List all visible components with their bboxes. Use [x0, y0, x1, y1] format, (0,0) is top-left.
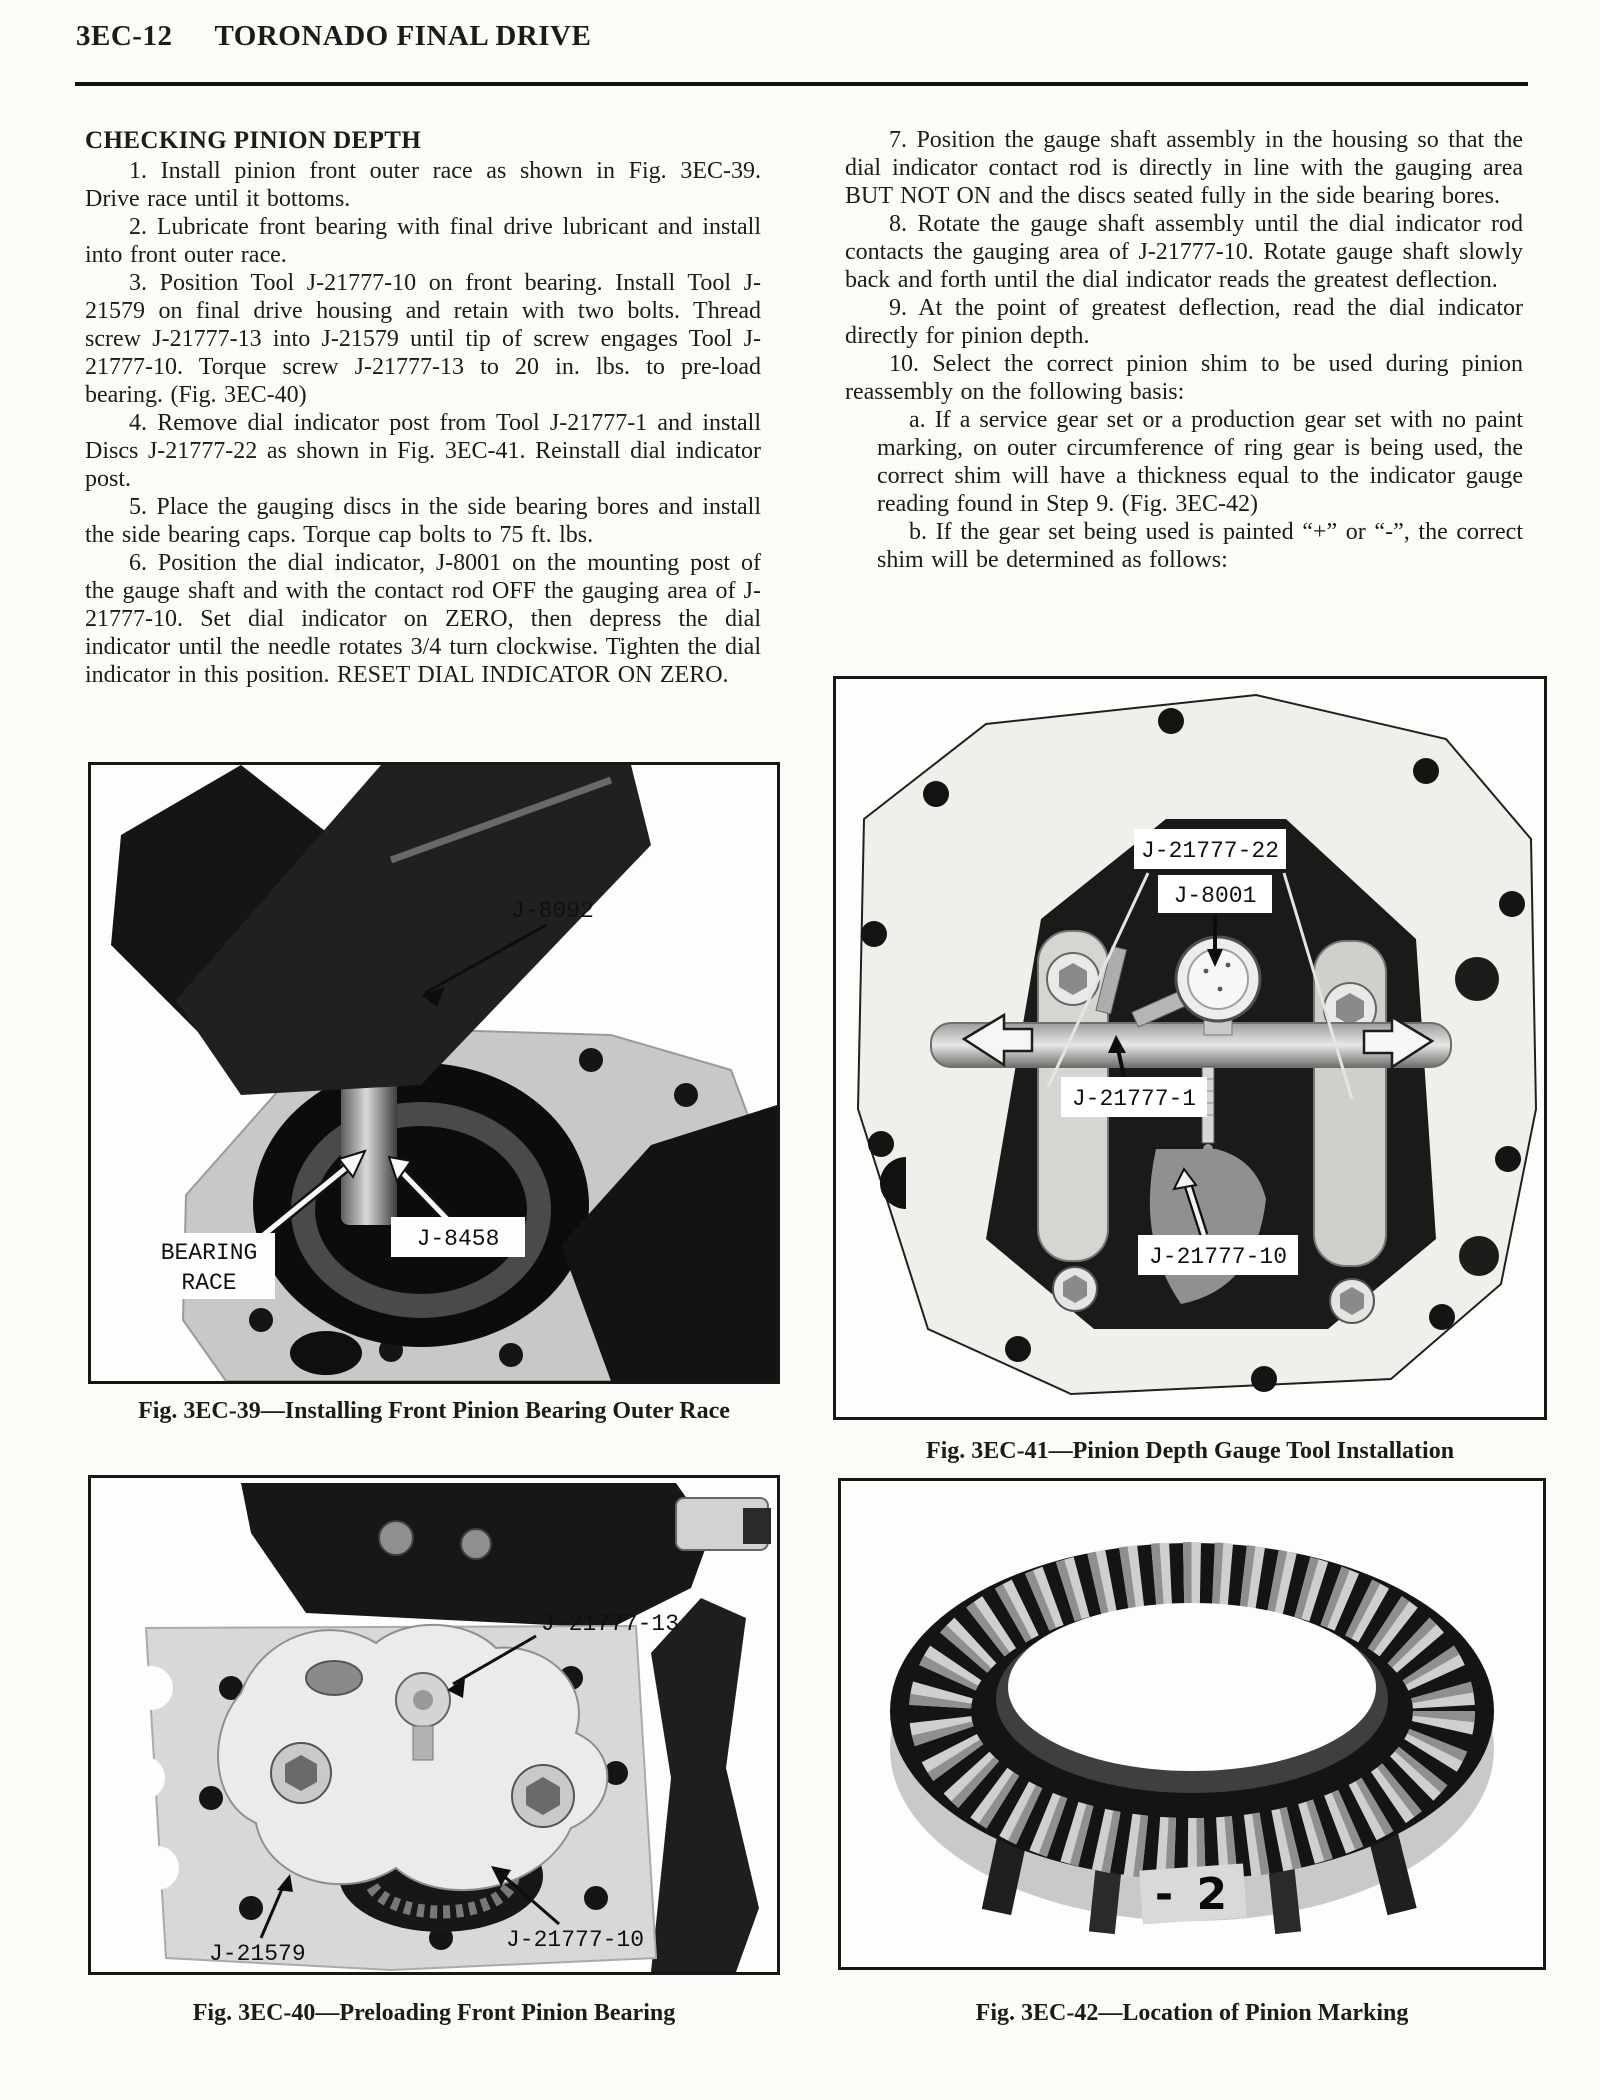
- step-7: 7. Position the gauge shaft assembly in the housing so that the dial indicator contact rod is directly in line with the gauging area BUT NOT ON and the discs seated fully in the side bearing bores.: [845, 127, 1523, 209]
- svg-text:J-8458: J-8458: [416, 1226, 500, 1252]
- svg-text:J-8092: J-8092: [511, 898, 594, 924]
- svg-text:J-21777-1: J-21777-1: [1071, 1086, 1197, 1112]
- right-column: [845, 126, 1523, 574]
- fig40-photo-illustration: [91, 1478, 777, 1972]
- step-9: 9. At the point of greatest deflection, read the dial indicator directly for pinion depth.: [845, 295, 1523, 349]
- fig42-paint-marking: [1139, 1863, 1247, 1924]
- page-title: TORONADO FINAL DRIVE: [214, 20, 592, 52]
- fig41-caption: Fig. 3EC-41—Pinion Depth Gauge Tool Installation: [925, 1438, 1455, 1464]
- step-4: 4. Remove dial indicator post from Tool J-21777-1 and install Discs J-21777-22 as shown in Fig. 3EC-41. Reinstall dial indicator post.: [85, 410, 761, 492]
- svg-text:J-21777-22: J-21777-22: [1140, 838, 1280, 864]
- svg-text:J-21777-13: J-21777-13: [541, 1611, 680, 1637]
- step-8: 8. Rotate the gauge shaft assembly until the dial indicator rod contacts the gauging area of J-21777-10. Rotate gauge shaft slowly back and forth until the dial indicator reads the greatest deflection.: [845, 211, 1523, 293]
- svg-text:J-21777-10: J-21777-10: [1148, 1244, 1288, 1270]
- step-10: 10. Select the correct pinion shim to be used during pinion reassembly on the following basis:: [845, 351, 1523, 405]
- page-number: 3EC-12: [76, 20, 173, 52]
- fig40-top-housing: [241, 1483, 771, 1628]
- substep-a: a. If a service gear set or a production gear set with no paint marking, on outer circumference of ring gear is being used, the correct shim will have a thickness equal to the indicator gauge reading found in Step 9. (Fig. 3EC-42): [877, 407, 1523, 517]
- svg-text:- 2: - 2: [1154, 1869, 1232, 1920]
- fig41-gauging-disc-left: [1038, 931, 1108, 1311]
- fig42-photo-illustration: [841, 1481, 1543, 1967]
- step-1: 1. Install pinion front outer race as shown in Fig. 3EC-39. Drive race until it bottoms.: [85, 158, 761, 212]
- left-column: [85, 126, 761, 689]
- step-3: 3. Position Tool J-21777-10 on front bearing. Install Tool J-21579 on final drive housing and retain with two bolts. Thread screw J-21777-13 into J-21579 until tip of screw engages Tool J-21777-10. Torque screw J-21777-13 to 20 in. lbs. to pre-load bearing. (Fig. 3EC-40): [85, 270, 761, 408]
- fig39-photo-illustration: [91, 765, 777, 1381]
- figure-3ec-39: [88, 762, 780, 1384]
- fig40-preload-tool: [218, 1625, 607, 1890]
- fig40-side-gasket: [651, 1598, 759, 1972]
- step-6: 6. Position the dial indicator, J-8001 on the mounting post of the gauge shaft and with the contact rod OFF the gauging area of J-21777-10. Set dial indicator on ZERO, then depress the dial indicator until the needle rotates 3/4 turn clockwise. Tighten the dial indicator in this position. RESET DIAL INDICATOR ON ZERO.: [85, 550, 761, 688]
- svg-text:J-21579: J-21579: [209, 1941, 306, 1967]
- figure-3ec-41: [833, 676, 1547, 1420]
- substep-b: b. If the gear set being used is painted “+” or “-”, the correct shim will be determined as follows:: [877, 519, 1523, 573]
- section-heading: CHECKING PINION DEPTH: [85, 127, 422, 154]
- figure-3ec-42: [838, 1478, 1546, 1970]
- step-5: 5. Place the gauging discs in the side bearing bores and install the side bearing caps. Torque cap bolts to 75 ft. lbs.: [85, 494, 761, 548]
- fig39-caption: Fig. 3EC-39—Installing Front Pinion Bearing Outer Race: [138, 1398, 730, 1424]
- figure-3ec-40: [88, 1475, 780, 1975]
- svg-text:RACE: RACE: [181, 1270, 237, 1296]
- svg-text:J-21777-10: J-21777-10: [506, 1927, 645, 1953]
- header-rule: [75, 82, 1528, 86]
- svg-text:J-8001: J-8001: [1173, 883, 1257, 909]
- fig40-caption: Fig. 3EC-40—Preloading Front Pinion Bearing: [192, 2000, 676, 2026]
- step-2: 2. Lubricate front bearing with final drive lubricant and install into front outer race.: [85, 214, 761, 268]
- fig41-photo-illustration: [836, 679, 1544, 1417]
- page-header: [76, 20, 591, 53]
- fig42-caption: Fig. 3EC-42—Location of Pinion Marking: [975, 2000, 1409, 2026]
- svg-text:BEARING: BEARING: [160, 1240, 258, 1266]
